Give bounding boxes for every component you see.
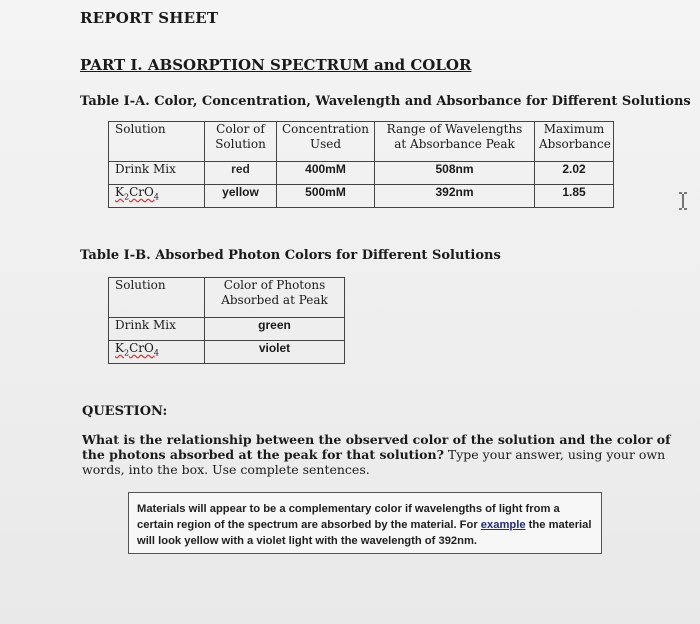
table-a-input-wavelength[interactable]: 392nm	[375, 185, 535, 208]
table-a-header-color: Color of Solution	[205, 122, 277, 162]
table-row	[109, 162, 614, 185]
table-b-input-photon-color[interactable]: green	[205, 318, 345, 341]
table-row	[109, 341, 345, 364]
table-a-cell-solution: Drink Mix	[109, 162, 205, 185]
question-label: QUESTION:	[82, 404, 168, 419]
answer-textbox[interactable]: Materials will appear to be a complementary color if wavelengths of light from a certain region of the spectrum are absorbed by the material. For example the material will look yellow with a violet light with the wavelength of 392nm.	[128, 492, 602, 554]
chemical-formula: $K_2CrO_4$	[115, 185, 159, 202]
table-a-header-wavelength: Range of Wavelengths at Absorbance Peak	[375, 122, 535, 162]
part-title: PART I. ABSORPTION SPECTRUM and COLOR	[80, 56, 472, 74]
table-a-input-color[interactable]: red	[205, 162, 277, 185]
table-a-input-absorbance[interactable]: 1.85	[535, 185, 614, 208]
table-a-header-solution: Solution	[109, 122, 205, 162]
table-row	[109, 318, 345, 341]
report-title: REPORT SHEET	[80, 9, 219, 27]
table-a-input-color[interactable]: yellow	[205, 185, 277, 208]
question-text: What is the relationship between the observed color of the solution and the color of the photons absorbed at the peak for that solution? Type your answer, using your own words, into the box. Use complete sentences.	[82, 432, 671, 477]
spellcheck-underlined-word: example	[480, 519, 526, 531]
table-a	[108, 121, 614, 208]
text-cursor-icon	[677, 192, 689, 210]
table-a-cell-solution	[109, 185, 205, 208]
table-a-input-concentration[interactable]: 400mM	[277, 162, 375, 185]
table-a-caption: Table I-A. Color, Concentration, Wavelength and Absorbance for Different Solutions	[80, 94, 691, 109]
table-b-cell-solution	[109, 341, 205, 364]
table-b	[108, 277, 345, 364]
table-a-input-concentration[interactable]: 500mM	[277, 185, 375, 208]
table-a-input-wavelength[interactable]: 508nm	[375, 162, 535, 185]
chemical-formula: $K_2CrO_4$	[115, 341, 159, 358]
table-b-caption: Table I-B. Absorbed Photon Colors for Different Solutions	[80, 248, 501, 263]
table-b-cell-solution: Drink Mix	[109, 318, 205, 341]
table-a-header-absorbance: Maximum Absorbance	[535, 122, 614, 162]
table-b-header-photon: Color of Photons Absorbed at Peak	[205, 278, 345, 318]
table-b-header-solution: Solution	[109, 278, 205, 318]
table-row	[109, 185, 614, 208]
table-a-input-absorbance[interactable]: 2.02	[535, 162, 614, 185]
table-a-header-concentration: Concentration Used	[277, 122, 375, 162]
table-b-input-photon-color[interactable]: violet	[205, 341, 345, 364]
